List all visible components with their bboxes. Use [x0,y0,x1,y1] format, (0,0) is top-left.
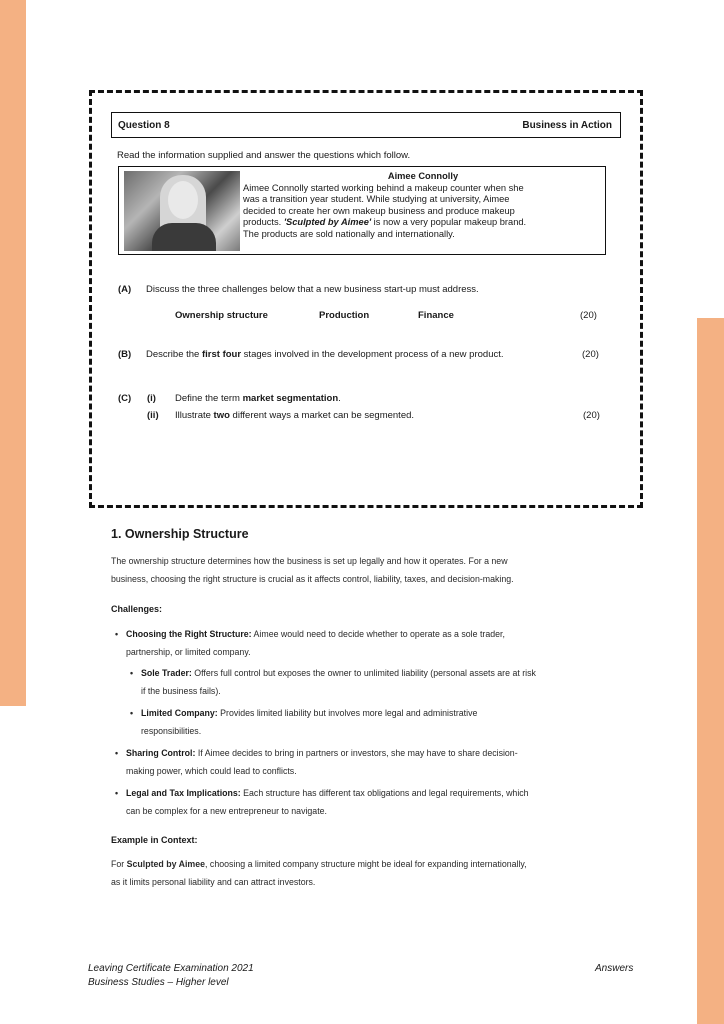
brand-name: 'Sculpted by Aimee' [283,217,372,228]
part-c-i-label: (i) [147,393,156,404]
part-c-marks: (20) [583,410,600,421]
part-a-item: Production [319,310,370,321]
part-a-label: (A) [118,284,132,295]
part-c-i-text: Define the term market segmentation. [175,393,341,404]
question-number: Question 8 [118,120,170,131]
example-heading: Example in Context: [111,835,198,845]
question-section: Business in Action [522,120,612,131]
part-b-marks: (20) [582,349,599,360]
bullet-limited-company: • Limited Company: Provides limited liability but involves more legal and administrative responsibilities. [130,708,478,736]
left-accent-bar [0,0,26,706]
part-a-item: Finance [418,310,454,321]
part-c-ii-label: (ii) [147,410,159,421]
profile-line: Aimee Connolly started working behind a makeup counter when she [243,182,524,193]
question-header [111,112,621,138]
answer-intro: The ownership structure determines how the business is set up legally and how it operates. For a new business, choosing the right structure is crucial as it affects control, liability, taxes, and decision-making. [111,556,514,584]
part-c-ii-text: Illustrate two different ways a market can be segmented. [175,410,415,421]
footer-exam-info: Leaving Certificate Examination 2021 Business Studies – Higher level [88,963,254,988]
answer-title: 1. Ownership Structure [111,527,249,541]
profile-line: The products are sold nationally and internationally. [243,228,455,239]
profile-line: products. [243,217,284,228]
challenges-heading: Challenges: [111,604,163,614]
part-a-item: Ownership structure [175,310,268,321]
part-b-label: (B) [118,349,132,360]
example-text: For Sculpted by Aimee, choosing a limited company structure might be ideal for expanding internationally, as it limits personal liability and can attract investors. [111,859,527,887]
bullet-sharing-control: • Sharing Control: If Aimee decides to bring in partners or investors, she may have to share decision- making power, which could lead to conflicts. [115,748,518,776]
part-a-marks: (20) [580,310,597,321]
footer-answers-label: Answers [595,963,634,974]
profile-text [243,171,603,241]
bullet-legal-tax: • Legal and Tax Implications: Each structure has different tax obligations and legal requirements, which can be complex for a new entrepreneur to navigate. [115,788,529,816]
instruction-text: Read the information supplied and answer the questions which follow. [117,150,411,161]
profile-name: Aimee Connolly [387,171,459,181]
part-b-text: Describe the first four stages involved in the development process of a new product. [146,349,504,360]
profile-line: was a transition year student. While studying at university, Aimee [243,194,510,205]
bullet-choosing-structure: • Choosing the Right Structure: Aimee would need to decide whether to operate as a sole trader, partnership, or limited company. [115,629,505,657]
profile-photo [124,171,240,251]
profile-line: decided to create her own makeup business and produce makeup [243,205,515,216]
part-c-label: (C) [118,393,132,404]
profile-box [118,166,606,255]
part-a-text: Discuss the three challenges below that a new business start-up must address. [146,284,479,295]
profile-line: is now a very popular makeup brand. [371,217,527,228]
right-accent-bar [697,318,724,1024]
bullet-sole-trader: • Sole Trader: Offers full control but exposes the owner to unlimited liability (personal assets are at risk if the business fails). [130,668,536,696]
